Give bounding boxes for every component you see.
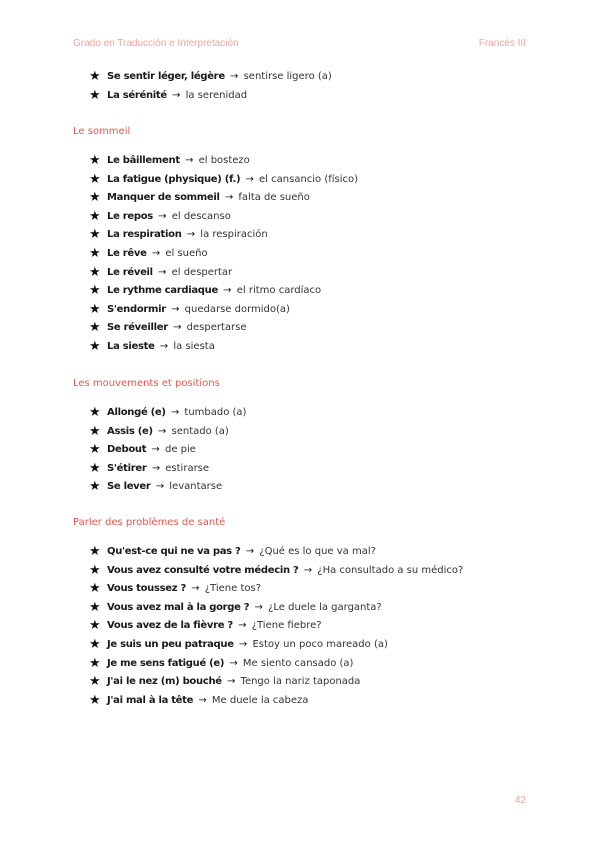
list-item <box>89 673 463 692</box>
list-item <box>89 423 246 442</box>
star-icon: ★ <box>89 599 101 615</box>
arrow-icon: → <box>158 210 167 222</box>
french-term: Vous avez consulté votre médecin ? <box>107 564 299 576</box>
spanish-translation: Me siento cansado (a) <box>242 657 354 669</box>
arrow-icon: → <box>191 583 200 595</box>
french-term: Qu'est-ce qui ne va pas ? <box>107 546 241 557</box>
french-term: Le réveil <box>107 266 153 278</box>
star-icon: ★ <box>89 442 101 458</box>
french-term: Se réveiller <box>107 322 168 334</box>
section-title-health: Parler des problèmes de santé <box>73 517 226 528</box>
french-term: S'étirer <box>107 462 147 474</box>
star-icon: ★ <box>89 153 101 168</box>
french-term: Vous avez de la fièvre ? <box>107 620 233 632</box>
section-title-positions: Les mouvements et positions <box>73 378 220 389</box>
star-icon: ★ <box>89 87 101 103</box>
star-icon: ★ <box>89 69 101 84</box>
spanish-translation: despertarse <box>186 322 247 334</box>
star-icon: ★ <box>89 479 101 495</box>
star-icon: ★ <box>89 227 101 243</box>
french-term: Debout <box>107 444 147 456</box>
spanish-translation: tumbado (a) <box>184 407 247 418</box>
arrow-icon: → <box>186 229 196 241</box>
list-item <box>89 655 463 674</box>
vocab-list-health <box>89 543 463 710</box>
french-term: La sieste <box>107 340 155 352</box>
arrow-icon: → <box>159 340 169 352</box>
arrow-icon: → <box>155 481 165 493</box>
french-term: Le bâillement <box>107 155 180 166</box>
list-item <box>89 189 358 208</box>
french-term: Le rêve <box>107 247 147 259</box>
arrow-icon: → <box>185 155 194 166</box>
star-icon: ★ <box>89 581 101 597</box>
list-item <box>89 562 463 581</box>
french-term: J'ai mal à la tête <box>107 694 194 706</box>
list-item <box>89 543 463 562</box>
page-header <box>73 38 526 52</box>
arrow-icon: → <box>157 425 167 437</box>
spanish-translation: la serenidad <box>185 89 248 101</box>
arrow-icon: → <box>254 601 263 613</box>
spanish-translation: el sueño <box>165 247 208 259</box>
list-item <box>89 282 358 301</box>
french-term: J'ai le nez (m) bouché <box>107 676 222 688</box>
spanish-translation: falta de sueño <box>238 192 310 204</box>
arrow-icon: → <box>303 564 313 576</box>
list-item <box>89 301 358 320</box>
arrow-icon: → <box>230 71 239 82</box>
vocab-list-top <box>89 68 332 105</box>
spanish-translation: Estoy un poco mareado (a) <box>252 638 388 650</box>
arrow-icon: → <box>158 266 167 278</box>
vocab-list-positions <box>89 404 246 497</box>
list-item <box>89 404 246 423</box>
french-term: Allongé (e) <box>107 407 166 418</box>
page-number: 42 <box>514 795 526 806</box>
spanish-translation: sentirse ligero (a) <box>243 71 332 82</box>
french-term: La respiration <box>107 229 182 241</box>
star-icon: ★ <box>89 245 101 261</box>
spanish-translation: ¿Tiene tos? <box>204 583 262 595</box>
spanish-translation: ¿Ha consultado a su médico? <box>317 564 464 576</box>
list-item <box>89 152 358 171</box>
spanish-translation: levantarse <box>169 481 223 493</box>
french-term: Se lever <box>107 481 151 493</box>
spanish-translation: el ritmo cardíaco <box>236 285 322 297</box>
spanish-translation: ¿Le duele la garganta? <box>268 601 382 613</box>
spanish-translation: el bostezo <box>198 155 250 166</box>
subject-title: Francés III <box>478 38 526 49</box>
vocab-list-sleep <box>89 152 358 357</box>
arrow-icon: → <box>173 322 182 334</box>
star-icon: ★ <box>89 320 101 336</box>
spanish-translation: Tengo la nariz taponada <box>240 676 361 688</box>
star-icon: ★ <box>89 208 101 224</box>
star-icon: ★ <box>89 674 101 690</box>
arrow-icon: → <box>224 192 234 204</box>
arrow-icon: → <box>226 676 236 688</box>
spanish-translation: el descanso <box>171 210 231 222</box>
star-icon: ★ <box>89 171 101 187</box>
spanish-translation: el despertar <box>171 266 233 278</box>
arrow-icon: → <box>151 444 160 456</box>
star-icon: ★ <box>89 692 101 708</box>
star-icon: ★ <box>89 618 101 634</box>
arrow-icon: → <box>172 89 181 101</box>
french-term: La fatigue (physique) (f.) <box>107 173 241 185</box>
french-term: La sérénité <box>107 89 167 101</box>
star-icon: ★ <box>89 562 101 578</box>
star-icon: ★ <box>89 190 101 206</box>
list-item <box>89 319 358 338</box>
list-item <box>89 226 358 245</box>
spanish-translation: sentado (a) <box>171 425 229 437</box>
french-term: S'endormir <box>107 303 166 315</box>
list-item <box>89 636 463 655</box>
list-item <box>89 441 246 460</box>
star-icon: ★ <box>89 405 101 420</box>
list-item <box>89 208 358 227</box>
list-item <box>89 460 246 479</box>
french-term: Vous toussez ? <box>107 583 186 595</box>
spanish-translation: la siesta <box>173 340 215 352</box>
arrow-icon: → <box>229 657 238 669</box>
spanish-translation: ¿Tiene fiebre? <box>251 620 322 632</box>
spanish-translation: la respiración <box>200 229 268 241</box>
list-item <box>89 171 358 190</box>
star-icon: ★ <box>89 264 101 280</box>
french-term: Vous avez mal à la gorge ? <box>107 601 250 613</box>
list-item <box>89 599 463 618</box>
spanish-translation: ¿Qué es lo que va mal? <box>259 546 376 557</box>
list-item <box>89 617 463 636</box>
list-item <box>89 264 358 283</box>
french-term: Je me sens fatigué (e) <box>107 657 225 669</box>
spanish-translation: el cansancio (físico) <box>259 173 359 185</box>
spanish-translation: estirarse <box>165 462 210 474</box>
list-item <box>89 68 332 87</box>
arrow-icon: → <box>151 462 161 474</box>
arrow-icon: → <box>170 407 180 418</box>
arrow-icon: → <box>198 694 207 706</box>
arrow-icon: → <box>238 620 247 632</box>
star-icon: ★ <box>89 283 101 299</box>
arrow-icon: → <box>238 638 248 650</box>
spanish-translation: de pie <box>164 444 196 456</box>
star-icon: ★ <box>89 655 101 671</box>
star-icon: ★ <box>89 636 101 652</box>
list-item <box>89 245 358 264</box>
arrow-icon: → <box>245 546 255 557</box>
course-title: Grado en Traducción e Interpretación <box>73 38 239 49</box>
french-term: Se sentir léger, légère <box>107 71 225 82</box>
french-term: Je suis un peu patraque <box>107 638 234 650</box>
french-term: Assis (e) <box>107 425 153 437</box>
star-icon: ★ <box>89 460 101 476</box>
star-icon: ★ <box>89 301 101 317</box>
star-icon: ★ <box>89 423 101 439</box>
arrow-icon: → <box>245 173 254 185</box>
spanish-translation: quedarse dormido(a) <box>184 303 290 315</box>
star-icon: ★ <box>89 544 101 559</box>
spanish-translation: Me duele la cabeza <box>211 694 309 706</box>
star-icon: ★ <box>89 338 101 354</box>
arrow-icon: → <box>171 303 180 315</box>
list-item <box>89 692 463 711</box>
section-title-sleep: Le sommeil <box>73 126 131 137</box>
french-term: Le rythme cardiaque <box>107 285 218 297</box>
french-term: Le repos <box>107 210 153 222</box>
list-item <box>89 338 358 357</box>
arrow-icon: → <box>223 285 232 297</box>
french-term: Manquer de sommeil <box>107 192 220 204</box>
arrow-icon: → <box>151 247 161 259</box>
list-item <box>89 580 463 599</box>
list-item <box>89 478 246 497</box>
list-item <box>89 87 332 106</box>
